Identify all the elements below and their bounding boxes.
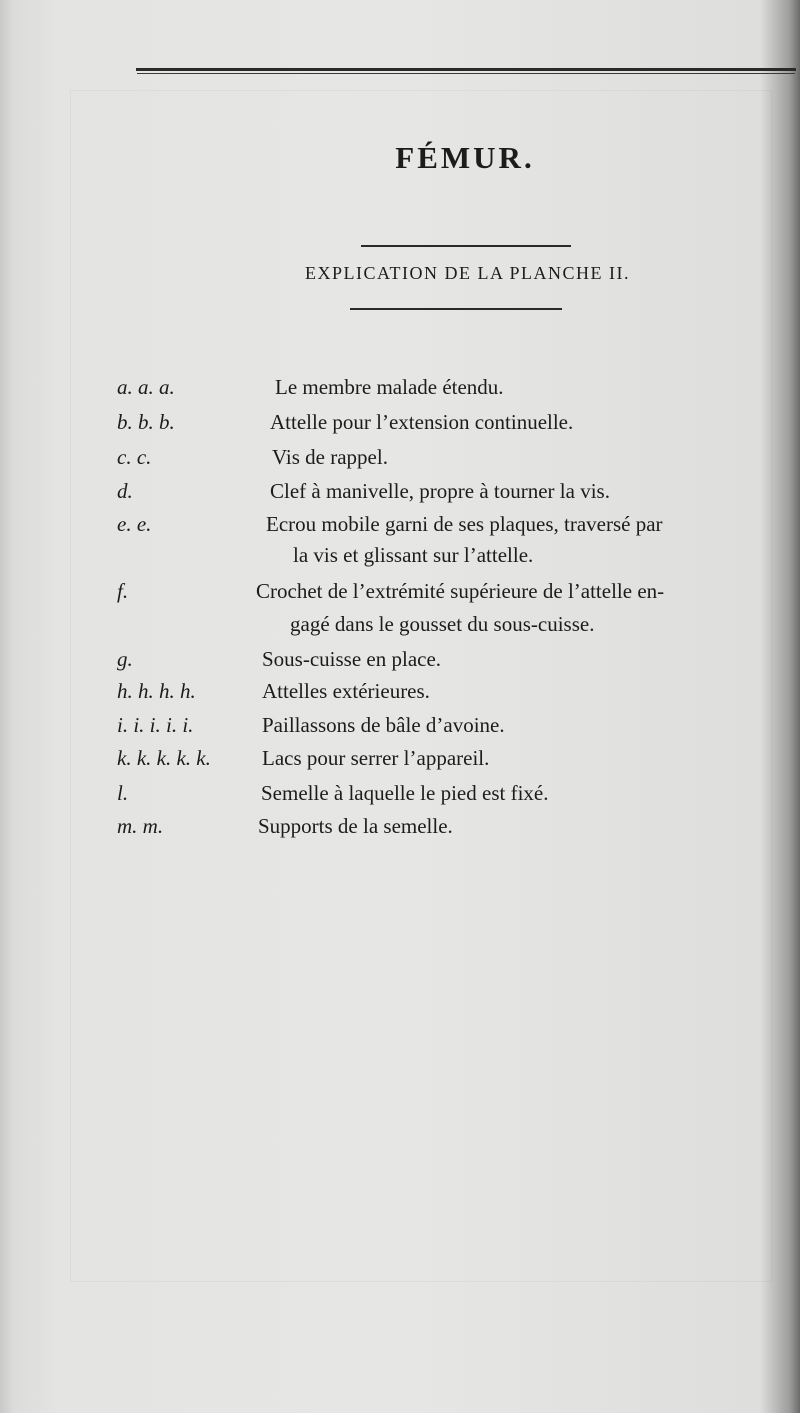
legend-letters: m. m. [117, 814, 164, 838]
legend-letters: c. c. [117, 445, 152, 469]
legend-letters: g. [117, 647, 133, 671]
legend-description: Clef à manivelle, propre à tourner la vis. [270, 479, 610, 503]
legend-description: Le membre malade étendu. [275, 375, 504, 399]
legend-description-continuation: la vis et glissant sur l’attelle. [293, 543, 534, 567]
legend-letters: i. i. i. i. i. [117, 713, 194, 737]
legend-description: Attelle pour l’extension continuelle. [270, 410, 574, 434]
legend-description: Attelles extérieures. [262, 679, 430, 703]
legend-letters: d. [117, 479, 133, 503]
legend-letters: f. [117, 579, 129, 603]
legend-letters: l. [117, 781, 129, 805]
legend-description: Vis de rappel. [272, 445, 388, 469]
legend-description: Crochet de l’extrémité supérieure de l’attelle en- [256, 579, 665, 603]
legend-description: Sous-cuisse en place. [262, 647, 442, 671]
legend-description: Lacs pour serrer l’appareil. [262, 746, 490, 770]
legend-letters: k. k. k. k. k. [117, 746, 211, 770]
page-subtitle: EXPLICATION DE LA PLANCHE II. [305, 263, 630, 283]
legend-description-continuation: gagé dans le gousset du sous-cuisse. [290, 612, 595, 636]
page-title: FÉMUR. [395, 140, 535, 175]
legend-description: Paillassons de bâle d’avoine. [262, 713, 505, 737]
legend-description: Supports de la semelle. [258, 814, 453, 838]
legend-description: Semelle à laquelle le pied est fixé. [261, 781, 549, 805]
legend-letters: a. a. a. [117, 375, 175, 399]
legend-letters: e. e. [117, 512, 152, 536]
legend-letters: b. b. b. [117, 410, 175, 434]
legend-description: Ecrou mobile garni de ses plaques, traversé par [266, 512, 663, 536]
legend-letters: h. h. h. h. [117, 679, 196, 703]
